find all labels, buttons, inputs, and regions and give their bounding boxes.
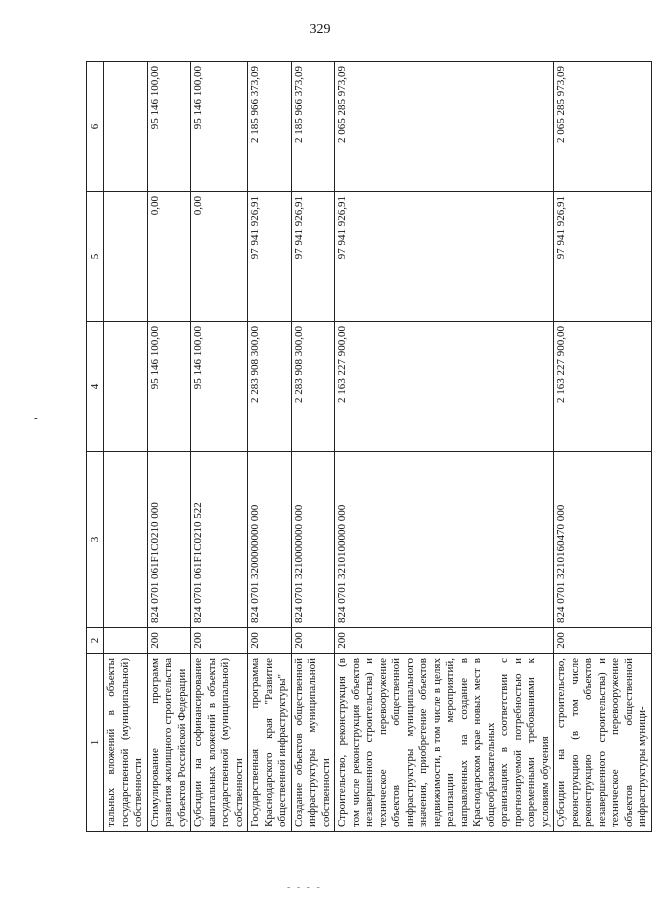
header-col-5: 5 [87, 192, 104, 322]
header-col-2: 2 [87, 628, 104, 654]
row-code: 200 [191, 628, 248, 654]
table-row [291, 62, 335, 832]
row-sum-2: 97 941 926,91 [291, 192, 335, 322]
row-sum-2: 0,00 [147, 192, 191, 322]
row-name: Государственная программа Краснодарского края "Развитие общественной инфраструктуры" [248, 654, 292, 832]
table-row [104, 62, 148, 832]
row-sum-1: 2 163 227 900,00 [335, 322, 554, 452]
row-sum-2: 97 941 926,91 [335, 192, 554, 322]
table-row [147, 62, 191, 832]
row-name: Субсидии на софинансирование капитальных вложений в объекты государственной (муниципальной) собственности [191, 654, 248, 832]
table-header-row [87, 62, 104, 832]
table-row [335, 62, 554, 832]
header-col-4: 4 [87, 322, 104, 452]
row-code [104, 628, 148, 654]
row-sum-3: 2 185 966 373,09 [291, 62, 335, 192]
row-code: 200 [554, 628, 652, 654]
table-row [191, 62, 248, 832]
row-name: Стимулирование программ развития жилищного строительства субъектов Российской Федерации [147, 654, 191, 832]
page-number: 329 [309, 22, 331, 37]
header-col-1: 1 [87, 654, 104, 832]
row-sum-2: 97 941 926,91 [554, 192, 652, 322]
row-sum-3: 2 185 966 373,09 [248, 62, 292, 192]
row-sum-2: 0,00 [191, 192, 248, 322]
row-csr: 824 0701 3210000000 000 [291, 452, 335, 628]
row-sum-3: 95 146 100,00 [147, 62, 191, 192]
row-sum-1 [104, 322, 148, 452]
row-csr [104, 452, 148, 628]
footer-mark: - - - - [287, 882, 322, 893]
row-sum-1: 2 283 908 300,00 [291, 322, 335, 452]
budget-table-rotated [86, 62, 648, 832]
row-sum-3 [104, 62, 148, 192]
row-name: тальных вложений в объекты государственной (муниципальной) собственности [104, 654, 148, 832]
row-sum-1: 95 146 100,00 [191, 322, 248, 452]
row-name: Субсидии на строительство, реконструкцию (в том числе реконструкцию объектов незавершенного строительства) и техническое перевооружение объектов общественной инфраструктуры муници- [554, 654, 652, 832]
row-csr: 824 0701 3210100000 000 [335, 452, 554, 628]
row-code: 200 [248, 628, 292, 654]
table-row [248, 62, 292, 832]
row-sum-1: 95 146 100,00 [147, 322, 191, 452]
row-sum-2 [104, 192, 148, 322]
row-csr: 824 0701 061F1C0210 522 [191, 452, 248, 628]
row-code: 200 [147, 628, 191, 654]
row-code: 200 [291, 628, 335, 654]
row-sum-1: 2 283 908 300,00 [248, 322, 292, 452]
row-name: Строительство, реконструкция (в том числе реконструкция объектов незавершенного строительства) и техническое перевооружение объектов общественной инфраструктуры муниципального значения, приобретение объектов недвижимости, в том числе в целях реализации мероприятий, направленных на создание в Краснодарском крае новых мест в общеобразовательных организациях в соответствии с прогнозируемой потребностью и современными требованиями к условиям обучения [335, 654, 554, 832]
budget-table [86, 61, 652, 832]
row-sum-1: 2 163 227 900,00 [554, 322, 652, 452]
row-code: 200 [335, 628, 554, 654]
table-row [554, 62, 652, 832]
row-name: Создание объектов общественной инфраструктуры муниципальной собственности [291, 654, 335, 832]
row-sum-3: 95 146 100,00 [191, 62, 248, 192]
row-csr: 824 0701 3210160470 000 [554, 452, 652, 628]
row-csr: 824 0701 061F1C0210 000 [147, 452, 191, 628]
row-sum-3: 2 065 285 973,09 [335, 62, 554, 192]
row-csr: 824 0701 3200000000 000 [248, 452, 292, 628]
header-col-6: 6 [87, 62, 104, 192]
stray-mark: - [34, 412, 38, 424]
header-col-3: 3 [87, 452, 104, 628]
row-sum-2: 97 941 926,91 [248, 192, 292, 322]
row-sum-3: 2 065 285 973,09 [554, 62, 652, 192]
